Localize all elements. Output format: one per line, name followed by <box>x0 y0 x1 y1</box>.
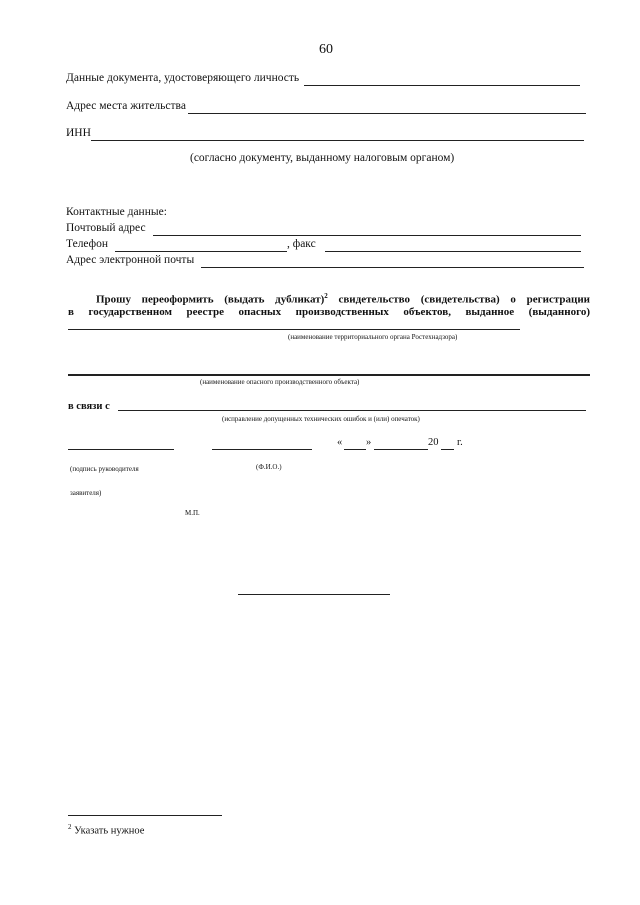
fax-label: , факс <box>287 238 316 250</box>
inn-note: (согласно документу, выданному налоговым органом) <box>190 152 455 164</box>
stamp-label: М.П. <box>185 509 200 517</box>
date-day-line[interactable] <box>344 449 366 450</box>
signature-line[interactable] <box>68 449 174 450</box>
footnote-text: Указать нужное <box>74 825 145 837</box>
date-month-line[interactable] <box>374 449 428 450</box>
id-document-line[interactable] <box>304 85 580 86</box>
inn-label: ИНН <box>66 127 91 139</box>
footnote-ref: 2 <box>324 292 328 300</box>
phone-label: Телефон <box>66 238 109 250</box>
fio-line[interactable] <box>212 449 312 450</box>
bottom-centre-line <box>238 594 390 595</box>
applicant-caption: заявителя) <box>70 489 102 497</box>
phone-line[interactable] <box>115 251 287 252</box>
date-open-quote: « <box>337 437 343 448</box>
date-year-line[interactable] <box>441 449 454 450</box>
org-caption: (наименование территориального органа Ростехнадзора) <box>288 333 458 341</box>
date-close-quote: » <box>366 437 372 448</box>
footnote <box>68 823 144 837</box>
signature-caption: (подпись руководителя <box>70 465 139 473</box>
fio-caption: (Ф.И.О.) <box>256 463 282 471</box>
page-number: 60 <box>319 42 333 57</box>
date-year-suffix: г. <box>457 437 463 448</box>
email-label: Адрес электронной почты <box>66 254 195 266</box>
footnote-separator <box>68 815 222 816</box>
date-year-prefix: 20 <box>428 437 439 448</box>
contacts-title: Контактные данные: <box>66 206 167 218</box>
org-line[interactable] <box>68 329 520 330</box>
object-caption: (наименование опасного производственного объекта) <box>200 378 360 386</box>
email-line[interactable] <box>201 267 584 268</box>
inn-line[interactable] <box>91 140 584 141</box>
request-line-2: в государственном реестре опасных производственных объектов, выданное (выданного) <box>68 306 590 318</box>
postal-line[interactable] <box>153 235 581 236</box>
id-document-label: Данные документа, удостоверяющего личность <box>66 72 300 84</box>
address-label: Адрес места жительства <box>66 100 186 112</box>
request-line-1: Прошу переоформить (выдать дубликат)$^2$ свидетельство (свидетельства) о регистрации <box>96 292 590 306</box>
in-connection-label: в связи с <box>68 401 110 412</box>
footnote-number: 2 <box>68 823 72 831</box>
reason-line[interactable] <box>118 410 586 411</box>
object-line[interactable] <box>68 374 590 376</box>
address-line[interactable] <box>188 113 586 114</box>
fax-line[interactable] <box>325 251 581 252</box>
reason-caption: (исправление допущенных технических ошибок и (или) опечаток) <box>222 415 420 423</box>
postal-label: Почтовый адрес <box>66 222 146 234</box>
